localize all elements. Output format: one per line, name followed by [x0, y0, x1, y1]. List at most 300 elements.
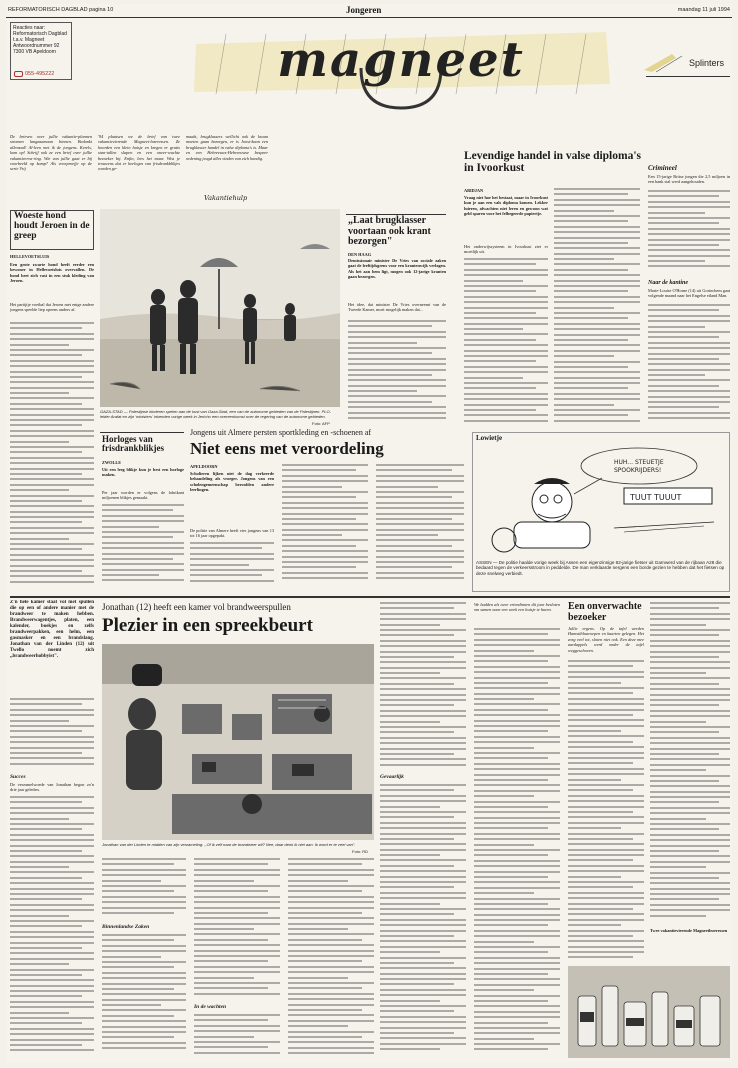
text-line [194, 1014, 280, 1016]
text-line [102, 542, 184, 544]
text-line [194, 901, 280, 903]
text-line [10, 801, 82, 803]
text-line [650, 775, 730, 777]
text-line [102, 863, 174, 865]
text-line [648, 244, 719, 246]
text-line [648, 374, 705, 376]
text-line [288, 977, 348, 979]
text-line [380, 683, 454, 685]
text-line [288, 917, 374, 919]
text-line [474, 924, 548, 926]
text-line [288, 912, 362, 914]
text-line [568, 870, 644, 872]
text-line [464, 387, 536, 389]
text-line [474, 628, 560, 630]
text-line [568, 730, 621, 732]
text-line [650, 915, 706, 917]
text-line [380, 764, 466, 766]
text-line [194, 933, 280, 935]
text-line [554, 377, 640, 379]
text-line [474, 693, 560, 695]
text-line [10, 543, 94, 545]
text-line [102, 907, 186, 909]
text-line [474, 984, 560, 986]
gevaarlijk-subhead: Gevaarlijk [380, 774, 404, 780]
text-line [474, 650, 534, 652]
text-line [464, 333, 548, 335]
text-line [380, 688, 466, 690]
text-line [568, 692, 633, 694]
text-line [474, 720, 560, 722]
text-line [650, 704, 719, 706]
text-line [102, 912, 174, 914]
text-line [102, 945, 186, 947]
text-line [194, 874, 280, 876]
text-line [288, 880, 348, 882]
text-line [464, 366, 548, 368]
text-line [10, 877, 82, 879]
text-line [194, 987, 268, 989]
text-line [380, 994, 466, 996]
text-line [10, 828, 82, 830]
text-line [474, 946, 560, 948]
text-line [10, 823, 94, 825]
text-line [10, 812, 94, 814]
text-line [380, 924, 466, 926]
plezier-text-lines-2 [102, 934, 186, 1058]
text-line [648, 347, 730, 349]
text-line [568, 773, 644, 775]
text-line [288, 858, 374, 860]
text-line [568, 897, 644, 899]
text-line [380, 726, 466, 728]
text-line [568, 665, 633, 667]
text-line [464, 382, 548, 384]
text-line [380, 789, 454, 791]
crimineel-body2: Marie-Louise O'Horne (14) uit Gorinchem gaat volgende maand naar het Engelse eiland Man. [648, 288, 730, 299]
plezier-subhead-2: Binnenlandse Zaken [102, 924, 150, 930]
text-line [348, 417, 446, 419]
jonathan-caption: Jonathan van der Linden te midden van zijn verzameling: ,,Of ik zelf naar de brandweer wil? Nee, daar denk ik niet aan. Ik word er te veel van". [102, 842, 356, 847]
text-line [568, 859, 633, 861]
text-line [380, 656, 454, 658]
speelgoed-subhead: Succes [10, 774, 26, 780]
text-line [288, 869, 374, 871]
text-line [10, 505, 94, 507]
text-line [380, 602, 466, 604]
text-line [10, 882, 94, 884]
text-line [376, 534, 438, 536]
horloges-dateline: ZWOLLE [102, 460, 122, 465]
text-line [376, 550, 464, 552]
splinters-title: Splinters [688, 58, 724, 68]
text-line [282, 496, 356, 498]
text-line [474, 968, 560, 970]
text-line [380, 827, 466, 829]
text-line [648, 417, 730, 419]
text-line [282, 502, 368, 504]
text-line [380, 661, 466, 663]
text-line [554, 307, 614, 309]
text-line [380, 935, 454, 937]
text-line [380, 903, 440, 905]
newspaper-page [6, 4, 732, 1062]
text-line [568, 919, 644, 921]
text-line [380, 800, 466, 802]
valse-text-lines-2 [554, 188, 640, 426]
text-line [650, 828, 719, 830]
text-line [568, 854, 644, 856]
text-line [380, 1043, 466, 1045]
text-line [568, 741, 633, 743]
text-line [102, 531, 184, 533]
text-line [10, 424, 82, 426]
text-line [288, 944, 374, 946]
text-line [568, 768, 644, 770]
text-line [348, 385, 446, 387]
text-line [650, 834, 730, 836]
text-line [650, 683, 719, 685]
text-line [650, 651, 730, 653]
text-line [474, 790, 560, 792]
gaza-credit: Foto: AFP [312, 421, 330, 426]
text-line [10, 888, 94, 890]
text-line [102, 988, 174, 990]
text-line [474, 666, 560, 668]
text-line [194, 880, 254, 882]
text-line [380, 710, 466, 712]
logo-wordmark: magneet [277, 32, 525, 88]
text-line [650, 807, 730, 809]
text-line [348, 347, 446, 349]
text-line [194, 1019, 268, 1021]
text-line [650, 909, 730, 911]
splinters-header [642, 52, 730, 74]
text-line [650, 645, 730, 647]
text-line [568, 843, 644, 845]
text-line [380, 645, 466, 647]
text-line [380, 651, 466, 653]
text-line [102, 558, 173, 560]
text-line [650, 769, 706, 771]
text-line [648, 228, 730, 230]
text-line [568, 951, 644, 953]
text-line [102, 972, 186, 974]
text-line [380, 816, 454, 818]
text-line [554, 237, 640, 239]
text-line [380, 989, 466, 991]
woeste-lead: Een grote zwarte hond heeft eerder een bewoner in Hellevoetsluis overvallen. De hond beet zich vast in een stuk kleding van Jeroen. [10, 262, 94, 284]
bottles-photo [568, 966, 730, 1058]
text-line [464, 312, 536, 314]
text-line [380, 973, 466, 975]
text-line [102, 961, 186, 963]
text-line [380, 731, 454, 733]
text-line [474, 677, 560, 679]
text-line [10, 979, 94, 981]
text-line [10, 1028, 94, 1030]
text-line [190, 580, 274, 582]
jonathan-photo [102, 644, 374, 840]
text-line [288, 1009, 362, 1011]
onverwachte-text-lines-2 [650, 602, 730, 926]
text-line [380, 940, 466, 942]
brugklasser-lead: Demissionair minister De Vries van sociale zaken gaat de leeftijdsgrens voor een krantenwijk verlagen. Als het aan hem ligt, mogen ook 12-jarige kranten gaan bezorgen. [348, 258, 446, 280]
text-line [554, 215, 640, 217]
lowietje-caption: ASSEN — De politie haalde vorige week bij Assen een eigenzinnige 82-jarige fietser uit Garnwerd van de rijbaan A28 die bedaard tegen de verkeersstroom in peddelde. De man verklaarde nergens een borde gezien te hebben dat het fietsen op deze snelweg verbiedt. [476, 560, 725, 576]
text-line [554, 204, 640, 206]
text-line [10, 720, 69, 722]
text-line [10, 387, 94, 389]
text-line [464, 377, 523, 379]
plezier-headline: Plezier in een spreekbeurt [102, 615, 313, 636]
onverwachte-headline: Een onverwachte bezoeker [568, 601, 642, 623]
text-line [10, 898, 82, 900]
text-line [648, 412, 730, 414]
text-line [568, 789, 633, 791]
text-line [102, 956, 161, 958]
text-line [648, 331, 730, 333]
veroordeling-lead: Scholieren lijken niet de dag verkeerde behandeling als vroeger. Jongens van een scholengemeenschap beroofden andere leerlingen. [190, 471, 274, 493]
text-line [190, 558, 274, 560]
text-line [102, 1026, 186, 1028]
text-line [102, 579, 184, 581]
plezier-text-lines-6 [380, 602, 466, 772]
text-line [194, 885, 280, 887]
woeste-text-lines [10, 322, 94, 590]
contact-line: Antwoordnummer 92 [13, 43, 60, 49]
text-line [380, 886, 454, 888]
text-line [376, 507, 464, 509]
text-line [648, 385, 719, 387]
text-line [10, 1012, 69, 1014]
text-line [568, 956, 633, 958]
text-line [648, 206, 730, 208]
text-line [474, 763, 560, 765]
text-line [102, 1047, 186, 1049]
text-line [288, 1041, 374, 1043]
plezier-text-lines-5 [288, 858, 374, 1058]
text-line [648, 201, 730, 203]
text-line [568, 946, 644, 948]
section-title: Jongeren [346, 5, 382, 15]
text-line [10, 736, 94, 738]
text-line [10, 871, 94, 873]
text-line [288, 1031, 374, 1033]
text-line [380, 607, 454, 609]
text-line [10, 747, 94, 749]
speelgoed-intro: Z'n hele kamer staat vol met spullen die op een of andere manier met de brandweer te maken hebben. Brandweerwagentjes, platen, een kalender, boekjes en zelfs brandweerpakken, een helm, een gasmasker en een brandslang. Jonathan van der Linden (12) uit Twello noemt zich ,,brandweerhobbyist". [10, 600, 94, 659]
text-line [474, 881, 560, 883]
text-line [348, 412, 446, 414]
cartoon-sign: TUUT TUUUT [630, 493, 682, 502]
text-line [474, 1005, 560, 1007]
text-line [282, 566, 356, 568]
text-line [102, 858, 186, 860]
text-line [10, 532, 94, 534]
text-line [102, 885, 186, 887]
text-line [650, 845, 730, 847]
text-line [650, 812, 730, 814]
text-line [464, 323, 548, 325]
text-line [282, 480, 368, 482]
text-line [10, 698, 94, 700]
text-line [380, 624, 440, 626]
text-line [650, 882, 730, 884]
text-line [380, 715, 466, 717]
text-line [650, 721, 706, 723]
text-line [464, 355, 548, 357]
text-line [380, 919, 466, 921]
text-line [10, 969, 94, 971]
text-line [648, 379, 730, 381]
text-line [380, 667, 466, 669]
text-line [474, 736, 560, 738]
text-line [10, 904, 94, 906]
text-line [288, 1014, 374, 1016]
text-line [102, 890, 174, 892]
text-line [650, 872, 730, 874]
contact-line: Reformatorisch Dagblad [13, 31, 67, 37]
rule [646, 76, 730, 77]
text-line [10, 538, 69, 540]
plezier-text-lines-1 [102, 858, 186, 922]
text-line [288, 993, 374, 995]
text-line [554, 312, 640, 314]
text-line [10, 1039, 94, 1041]
text-line [568, 762, 633, 764]
text-line [554, 301, 640, 303]
text-line [348, 395, 446, 397]
text-line [474, 757, 548, 759]
text-line [10, 763, 94, 765]
text-line [648, 239, 730, 241]
text-line [568, 746, 644, 748]
text-line [568, 833, 644, 835]
text-line [568, 865, 644, 867]
text-line [10, 457, 94, 459]
text-line [554, 366, 628, 368]
contact-box [10, 22, 72, 80]
text-line [650, 602, 730, 604]
text-line [568, 660, 644, 662]
text-line [568, 811, 633, 813]
text-line [650, 893, 730, 895]
text-line [554, 226, 640, 228]
text-line [554, 269, 628, 271]
text-line [554, 409, 640, 411]
text-line [650, 742, 730, 744]
text-line [568, 930, 644, 932]
text-line [348, 336, 446, 338]
text-line [288, 923, 374, 925]
text-line [650, 624, 706, 626]
text-line [464, 328, 523, 330]
text-line [650, 694, 730, 696]
text-line [288, 955, 374, 957]
text-line [568, 935, 633, 937]
text-line [650, 866, 706, 868]
header-left: REFORMATORISCH DAGBLAD pagina 10 [8, 7, 114, 13]
text-line [474, 671, 560, 673]
text-line [376, 464, 464, 466]
text-line [474, 687, 560, 689]
text-line [650, 791, 730, 793]
text-line [474, 779, 548, 781]
text-line [474, 806, 548, 808]
text-line [474, 849, 560, 851]
text-line [376, 523, 464, 525]
text-line [10, 703, 82, 705]
text-line [650, 667, 730, 669]
text-line [380, 721, 440, 723]
text-line [474, 1011, 560, 1013]
text-line [648, 358, 719, 360]
text-line [474, 660, 548, 662]
contact-line: 7300 VB Apeldoorn [13, 49, 57, 55]
horloges-body: Per jaar worden er volgens de fabrikant miljoenen blikjes gemaakt. [102, 490, 184, 501]
text-line [282, 513, 368, 515]
text-line [650, 780, 719, 782]
text-line [648, 363, 730, 365]
text-line [650, 677, 730, 679]
text-line [464, 280, 523, 282]
text-line [10, 936, 94, 938]
text-line [464, 360, 536, 362]
text-line [380, 1005, 466, 1007]
text-line [376, 545, 452, 547]
speelgoed-text-lines-1 [10, 698, 94, 770]
text-line [10, 855, 94, 857]
text-line [380, 1032, 454, 1034]
text-line [650, 726, 730, 728]
cartoon-bubble-line-1: HUH... STEUETJE [614, 459, 664, 466]
text-line [194, 869, 280, 871]
text-line [650, 618, 730, 620]
text-line [650, 877, 719, 879]
text-line [10, 344, 69, 346]
horloges-text-lines [102, 504, 184, 588]
text-line [282, 572, 368, 574]
intro-col-1: De brieven over jullie vakantie-plannen stromen langzaamaan binnen. Bedankt allemaal! Al-leen met ik de jongens. Kerels, kom op! Schrijf ook ze een brief over jullie vakantieerva-ring. Wie van jullie gaat er bij voorbeeld op kamp? Als voorproefje op de serie Vrij [10, 134, 92, 172]
text-line [464, 290, 536, 292]
text-line [380, 946, 466, 948]
text-line [568, 671, 644, 673]
text-line [348, 379, 446, 381]
onverwachte-sign: Twee vakantievierende Magneetlezeressen [650, 928, 728, 933]
text-line [554, 420, 640, 422]
intro-col-3: maakt, brugklassers wellicht ook de kraan moeten gaan bezorgen, er is Joost-kaan een brugklasser handel in valse diploma's is. Maar en een Hebreeuws-Hebreeuwse bespeer ordening jeugd alles vinden van zich handig. [186, 134, 268, 161]
text-line [10, 1006, 94, 1008]
text-line [102, 520, 184, 522]
text-line [474, 1043, 560, 1045]
text-line [10, 714, 94, 716]
text-line [380, 854, 440, 856]
text-line [474, 784, 560, 786]
text-line [648, 222, 719, 224]
text-line [380, 629, 466, 631]
text-line [10, 408, 94, 410]
text-line [568, 892, 644, 894]
text-line [648, 249, 730, 251]
text-line [474, 844, 534, 846]
text-line [102, 999, 186, 1001]
valse-lead: Vraag niet hoe het bestaat, maar in Ivoorkust kun je aan een vals diploma komen. Lekker luieren, afwachten niet leren en gewoon wat geld sparen voor het felbegeerde papiertje. [464, 195, 548, 217]
text-line [288, 1020, 374, 1022]
text-line [648, 255, 730, 257]
text-line [474, 644, 560, 646]
text-line [650, 764, 730, 766]
